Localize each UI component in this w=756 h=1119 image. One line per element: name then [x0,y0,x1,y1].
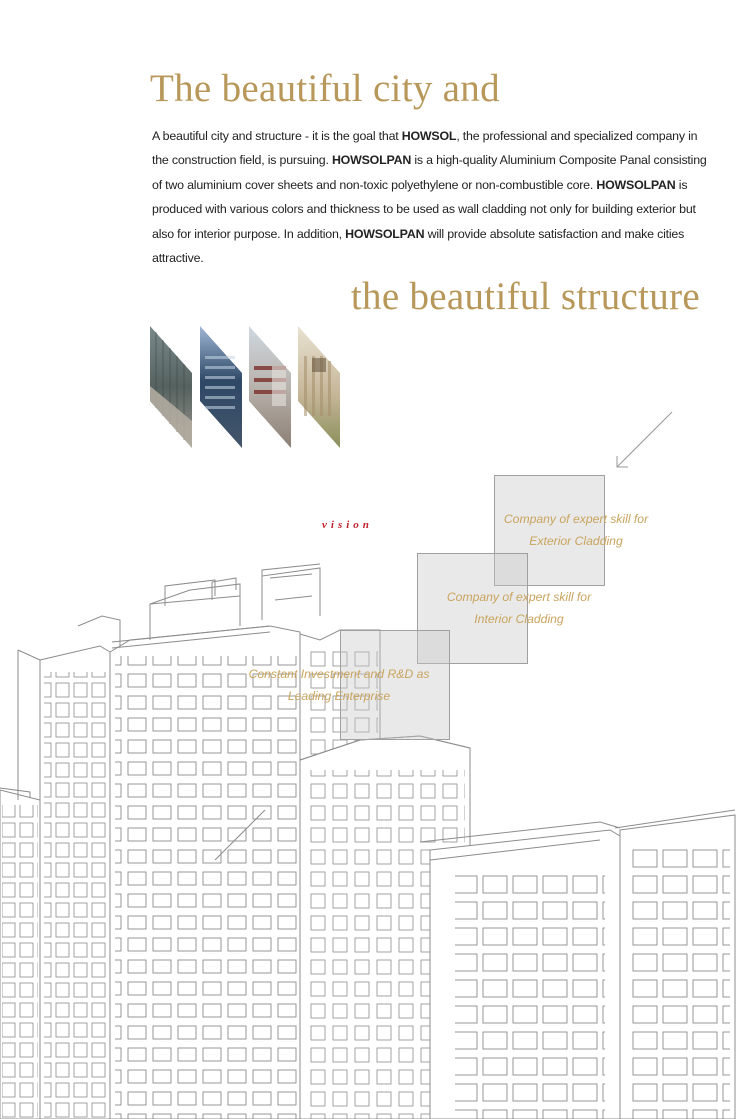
vision-label: vision [322,519,373,531]
photo-strip [150,326,192,448]
intro-text: , the professional and specialized company in the construction field, is pursuing. [152,129,698,168]
vision-item-rnd [228,664,450,707]
intro-text: is a high-quality Aluminium Composite Panal consisting of two aluminium cover sheets and non-toxic polyethylene or non-combustible core. [152,153,707,192]
brand-howsol: HOWSOL [401,129,457,143]
vision-item-line: Leading Enterprise [287,688,391,703]
heading-line-1: The beautiful city and [150,67,500,110]
vision-item-line: Constant Investment and R&D as [248,667,430,681]
vision-item-line: Company of expert skill for [446,590,592,604]
brand-howsolpan: HOWSOLPAN [345,226,425,241]
intro-text: is produced with various colors and thickness to be used as wall cladding not only for building exterior but also for interior purpose. In addition, [152,177,696,241]
brand-howsolpan: HOWSOLPAN [596,177,676,192]
vision-item-line: Company of expert skill for [503,512,649,526]
brand-howsolpan: HOWSOLPAN [331,153,412,168]
vision-item-line: Exterior Cladding [529,533,623,548]
intro-text: will provide absolute satisfaction and make cities attractive. [152,226,685,266]
intro-text: A beautiful city and structure - it is the goal that [152,129,402,143]
photo-strip [249,326,291,448]
photo-strip [200,326,242,448]
vision-item-interior [419,587,619,630]
vision-item-exterior [486,509,666,552]
photo-strip [298,326,340,448]
heading-line-2: the beautiful structure [350,275,700,318]
building-photo-strips [150,326,342,448]
intro-paragraph [152,124,707,270]
diagonal-arrow-icon [610,408,676,474]
vision-item-line: Interior Cladding [474,611,564,626]
